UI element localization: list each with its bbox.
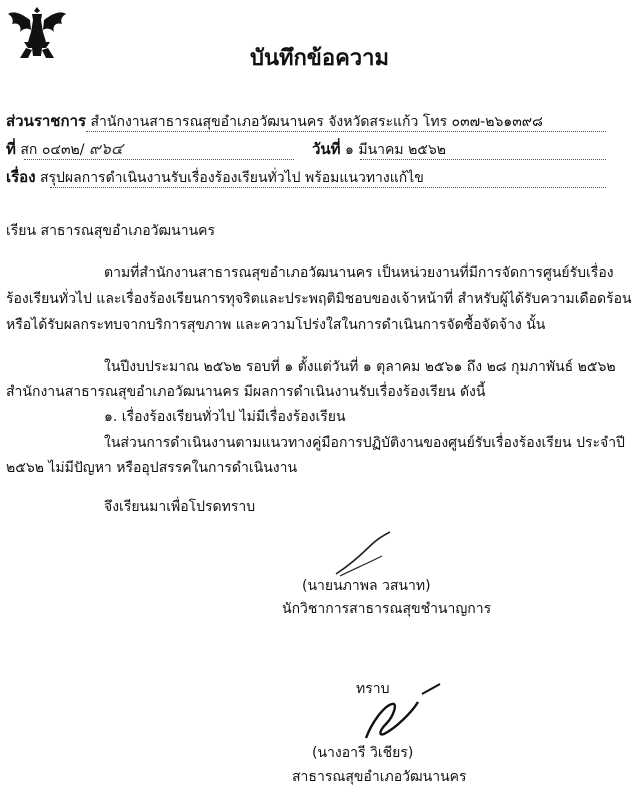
memo-title: บันทึกข้อความ <box>249 46 389 71</box>
date-label: วันที่ <box>312 140 341 158</box>
subject-value: สรุปผลการดำเนินงานรับเรื่องร้องเรียนทั่วไป พร้อมแนวทางแก้ไข <box>39 170 424 186</box>
date-line <box>312 140 446 159</box>
department-dotted-line <box>86 131 606 132</box>
para3-line2: ๒๕๖๒ ไม่มีปัญหา หรืออุปสรรคในการดำเนินงาน <box>6 460 298 476</box>
salutation: เรียน สาธารณสุขอำเภอวัฒนานคร <box>6 223 216 239</box>
signature-2-icon <box>362 682 452 742</box>
signature-1-icon <box>330 530 410 580</box>
para3-line1: ในส่วนการดำเนินงานตามแนวทางคู่มือการปฏิบัติงานของศูนย์รับเรื่องร้องเรียน ประจำปี <box>104 435 625 451</box>
date-value: ๑ มีนาคม ๒๕๖๒ <box>345 142 447 158</box>
reference-handwritten-number: ๙๖๔ <box>88 139 123 158</box>
para1-line1: ตามที่สำนักงานสาธารณสุขอำเภอวัฒนานคร เป็นหน่วยงานที่มีการจัดการศูนย์รับเรื่อง <box>104 265 614 281</box>
department-label: ส่วนราชการ <box>6 112 87 130</box>
reference-label: ที่ <box>6 140 16 158</box>
reference-value: สก ๐๔๓๒/ <box>20 142 85 158</box>
item-1: ๑. เรื่องร้องเรียนทั่วไป ไม่มีเรื่องร้องเรียน <box>104 409 346 425</box>
para2-line1: ในปีงบประมาณ ๒๕๖๒ รอบที่ ๑ ตั้งแต่วันที่ ๑ ตุลาคม ๒๕๖๑ ถึง ๒๘ กุมภาพันธ์ ๒๕๖๒ <box>104 359 616 375</box>
para1-line3: หรือได้รับผลกระทบจากบริการสุขภาพ และความโปร่งใสในการดำเนินการจัดซื้อจัดจ้าง นั้น <box>6 317 546 333</box>
signer-1-name: (นายนภาพล วสนาท) <box>302 578 431 594</box>
reference-dotted-line <box>24 159 294 160</box>
department-line <box>6 112 543 131</box>
signer-2-position: สาธารณสุขอำเภอวัฒนานคร <box>292 769 467 785</box>
para1-line2: ร้องเรียนทั่วไป และเรื่องร้องเรียนการทุจริตและประพฤติมิชอบของเจ้าหน้าที่ สำหรับผู้ได้รับความเดือดร้อน <box>6 291 632 307</box>
department-value: สำนักงานสาธารณสุขอำเภอวัฒนานคร จังหวัดสระแก้ว โทร ๐๓๗-๒๖๑๓๙๘ <box>90 114 543 130</box>
date-dotted-line <box>360 159 606 160</box>
subject-label: เรื่อง <box>6 168 36 186</box>
closing-line: จึงเรียนมาเพื่อโปรดทราบ <box>104 499 256 515</box>
subject-line <box>6 168 424 187</box>
para2-line2: สำนักงานสาธารณสุขอำเภอวัฒนานคร มีผลการดำเนินงานรับเรื่องร้องเรียน ดังนี้ <box>6 384 486 400</box>
acknowledge-label: ทราบ <box>356 681 390 697</box>
signer-2-name: (นางอารี วิเชียร) <box>312 745 414 761</box>
reference-line <box>6 140 123 159</box>
subject-dotted-line <box>50 187 606 188</box>
signer-1-position: นักวิชาการสาธารณสุขชำนาญการ <box>282 601 492 617</box>
